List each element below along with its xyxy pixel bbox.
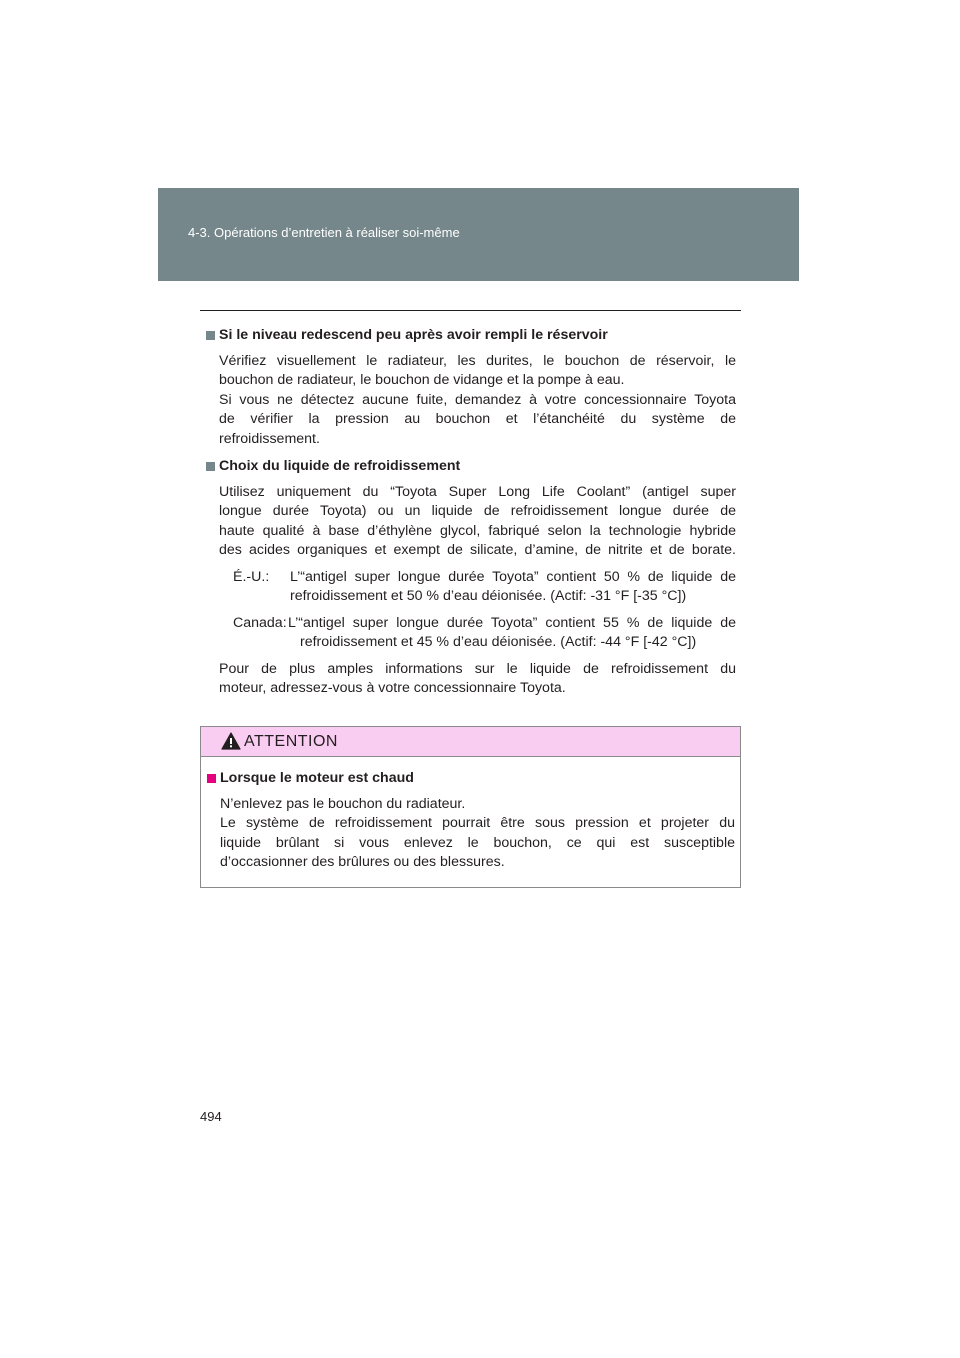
text-line: refroidissement. xyxy=(219,430,320,447)
main-content xyxy=(206,326,736,699)
text-line: des acides organiques et exempt de silicate, d’amine, de nitrite et de borate. xyxy=(219,542,736,558)
text-line: de vérifier la pression au bouchon et l’étanchéité du système de xyxy=(219,411,736,427)
text-line: Vérifiez visuellement le radiateur, les durites, le bouchon de réservoir, le xyxy=(219,352,736,369)
text-line: haute qualité à base d’éthylène glycol, fabriqué selon la technologie hybride xyxy=(219,522,736,539)
text-line: moteur, adressez-vous à votre concessionnaire Toyota. xyxy=(219,680,566,696)
warning-triangle-icon xyxy=(221,732,241,750)
attention-subheading xyxy=(207,769,735,789)
text-line: d’occasionner des brûlures ou des blessures. xyxy=(220,854,505,870)
region-label: Canada: xyxy=(233,614,287,631)
text-line: L’“antigel super longue durée Toyota” contient 55 % de liquide de xyxy=(288,614,736,631)
text-line: liquide brûlant si vous enlevez le bouchon, ce qui est susceptible xyxy=(220,834,735,851)
region-spec-canada xyxy=(206,614,736,653)
square-bullet-icon xyxy=(206,462,215,471)
section-heading-text: Choix du liquide de refroidissement xyxy=(219,458,461,474)
section-heading-text: Si le niveau redescend peu après avoir rempli le réservoir xyxy=(219,327,608,343)
attention-title: ATTENTION xyxy=(244,733,338,750)
square-bullet-icon xyxy=(207,774,216,783)
paragraph-coolant-choice xyxy=(206,483,736,561)
attention-subheading-text: Lorsque le moteur est chaud xyxy=(220,770,414,786)
section-heading-coolant xyxy=(206,457,736,477)
top-divider xyxy=(200,310,741,311)
attention-text xyxy=(207,795,735,873)
attention-body xyxy=(207,769,735,873)
text-line: L’“antigel super longue durée Toyota” contient 50 % de liquide de xyxy=(290,568,736,585)
text-line: Utilisez uniquement du “Toyota Super Long Life Coolant” (antigel super xyxy=(219,483,736,500)
text-line: Si vous ne détectez aucune fuite, demandez à votre concessionnaire Toyota xyxy=(219,391,736,408)
region-label: É.-U.: xyxy=(233,568,270,585)
region-spec-usa xyxy=(206,568,736,607)
chapter-header-band xyxy=(158,188,799,281)
page-number: 494 xyxy=(200,1109,222,1124)
section-heading-refill xyxy=(206,326,736,346)
text-line: Le système de refroidissement pourrait être sous pression et projeter du xyxy=(220,815,735,831)
section-title: 4-3. Opérations d’entretien à réaliser soi-même xyxy=(188,225,460,240)
text-line: bouchon de radiateur, le bouchon de vidange et la pompe à eau. xyxy=(219,372,625,388)
text-line: N’enlevez pas le bouchon du radiateur. xyxy=(220,795,466,812)
paragraph-inspect xyxy=(206,352,736,450)
text-line: Pour de plus amples informations sur le liquide de refroidissement du xyxy=(219,660,736,677)
paragraph-more-info xyxy=(206,660,736,699)
attention-box xyxy=(200,726,741,888)
text-line: longue durée Toyota) ou un liquide de refroidissement longue durée de xyxy=(219,503,736,519)
text-line: refroidissement et 45 % d’eau déionisée. (Actif: -44 °F [-42 °C]) xyxy=(300,634,697,650)
square-bullet-icon xyxy=(206,331,215,340)
text-line: refroidissement et 50 % d’eau déionisée. (Actif: -31 °F [-35 °C]) xyxy=(290,588,687,604)
attention-header xyxy=(201,727,740,757)
